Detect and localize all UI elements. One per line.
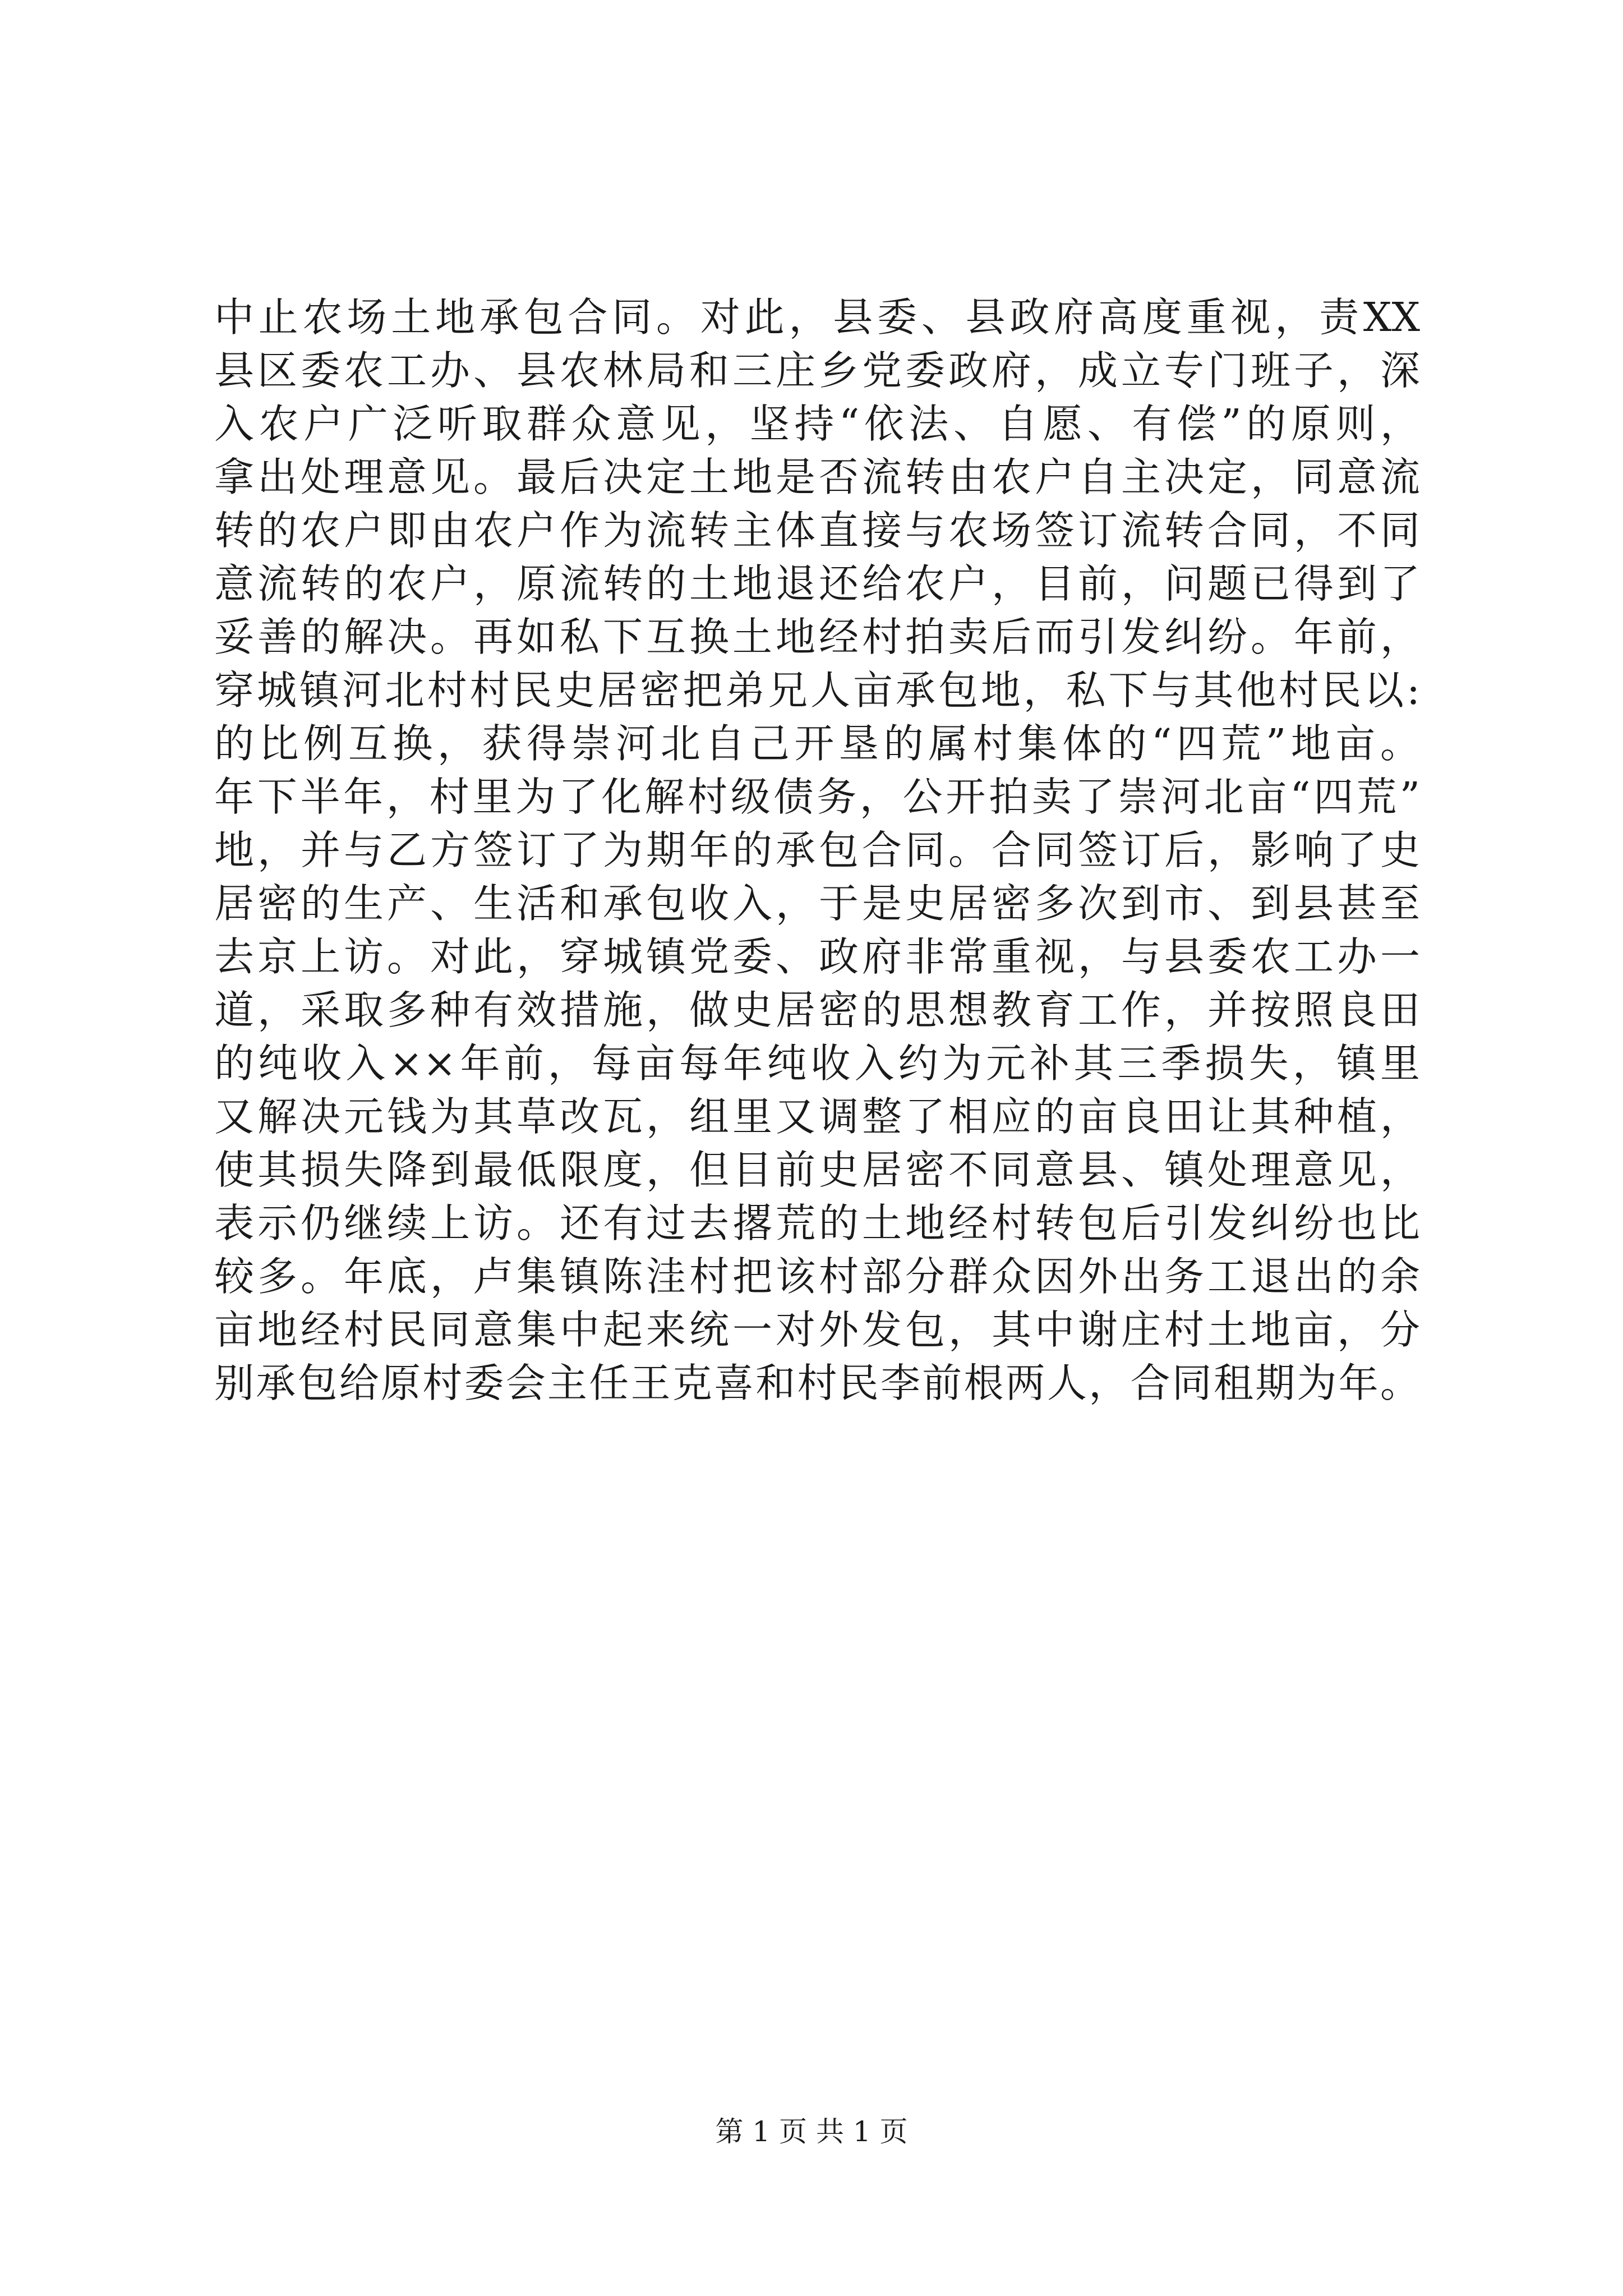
text-line: 使其损失降到最低限度，但目前史居密不同意县、镇处理意见， bbox=[214, 1147, 1420, 1193]
text-line: 意流转的农户，原流转的土地退还给农户，目前，问题已得到了 bbox=[214, 560, 1420, 607]
body-paragraph bbox=[214, 291, 1420, 1410]
text-line: 较多。年底，卢集镇陈洼村把该村部分群众因外出务工退出的余 bbox=[214, 1253, 1420, 1300]
text-line: 的纯收入××年前，每亩每年纯收入约为元补其三季损失，镇里 bbox=[214, 1040, 1420, 1087]
text-line: 地，并与乙方签订了为期年的承包合同。合同签订后，影响了史 bbox=[214, 827, 1420, 873]
text-line: 道，采取多种有效措施，做史居密的思想教育工作，并按照良田 bbox=[214, 987, 1420, 1033]
text-line: 别承包给原村委会主任王克喜和村民李前根两人，合同租期为年。 bbox=[214, 1360, 1420, 1406]
text-line: 年下半年，村里为了化解村级债务，公开拍卖了崇河北亩“四荒” bbox=[214, 774, 1420, 820]
text-line: 又解决元钱为其草改瓦，组里又调整了相应的亩良田让其种植， bbox=[214, 1093, 1420, 1140]
text-line: 中止农场土地承包合同。对此，县委、县政府高度重视，责XX bbox=[214, 294, 1420, 341]
text-line: 转的农户即由农户作为流转主体直接与农场签订流转合同，不同 bbox=[214, 507, 1420, 554]
page-number-footer: 第 1 页 共 1 页 bbox=[715, 2115, 908, 2148]
text-line: 穿城镇河北村村民史居密把弟兄人亩承包地，私下与其他村民以: bbox=[214, 667, 1420, 714]
text-line: 拿出处理意见。最后决定土地是否流转由农户自主决定，同意流 bbox=[214, 454, 1420, 500]
text-line: 表示仍继续上访。还有过去撂荒的土地经村转包后引发纠纷也比 bbox=[214, 1200, 1420, 1246]
text-line: 妥善的解决。再如私下互换土地经村拍卖后而引发纠纷。年前， bbox=[214, 614, 1420, 660]
text-line: 去京上访。对此，穿城镇党委、政府非常重视，与县委农工办一 bbox=[214, 933, 1420, 980]
text-line: 县区委农工办、县农林局和三庄乡党委政府，成立专门班子，深 bbox=[214, 347, 1420, 394]
text-line: 居密的生产、生活和承包收入，于是史居密多次到市、到县甚至 bbox=[214, 880, 1420, 927]
text-line: 亩地经村民同意集中起来统一对外发包，其中谢庄村土地亩，分 bbox=[214, 1306, 1420, 1353]
text-line: 的比例互换，获得崇河北自己开垦的属村集体的“四荒”地亩。 bbox=[214, 720, 1420, 767]
text-line: 入农户广泛听取群众意见，坚持“依法、自愿、有偿”的原则， bbox=[214, 401, 1420, 447]
